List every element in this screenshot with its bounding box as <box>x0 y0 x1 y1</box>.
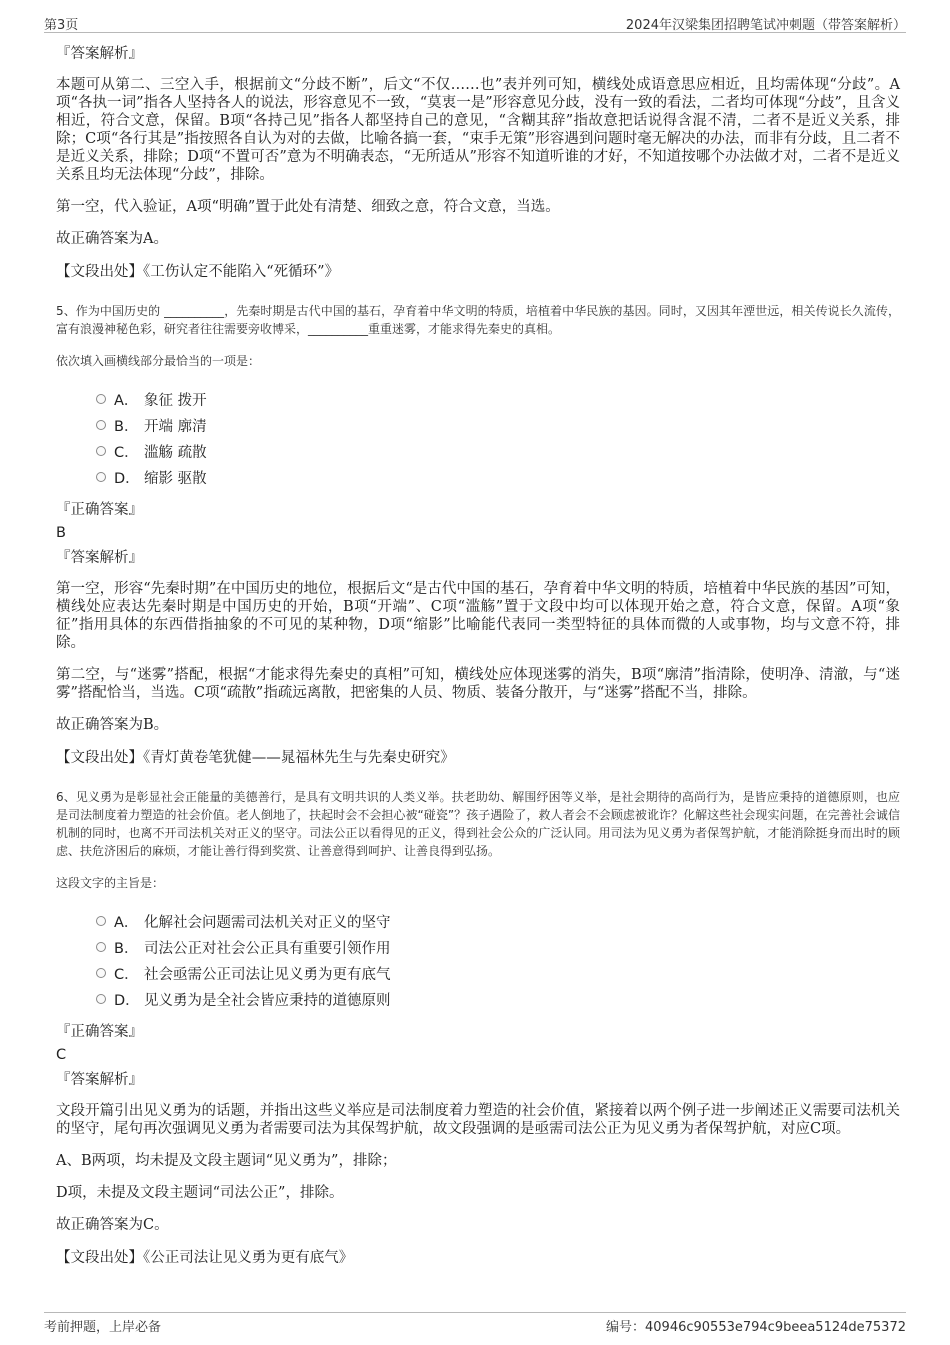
footer-slogan: 考前押题，上岸必备 <box>44 1320 162 1335</box>
page-content <box>56 44 900 1288</box>
option-c[interactable] <box>96 438 900 464</box>
option-text: 滥觞 疏散 <box>144 444 207 461</box>
option-d[interactable] <box>96 986 900 1012</box>
radio-icon[interactable] <box>96 446 106 456</box>
radio-icon[interactable] <box>96 420 106 430</box>
answer-analysis-text: D项，未提及文段主题词“司法公正”，排除。 <box>56 1185 344 1201</box>
question-5-prompt: 依次填入画横线部分最恰当的一项是： <box>56 354 261 368</box>
answer-analysis-label: 『答案解析』 <box>56 1072 143 1088</box>
question-5-text: 5、作为中国历史的 __________，先秦时期是古代中国的基石，孕育着中华文明的特质，培植着中华民族的基因。同时，又因其年湮世远，相关传说长久流传，富有浪漫神秘色彩，研究者往往需要旁收博采，__________重重迷雾，才能求得先秦史的真相。 <box>56 304 900 336</box>
option-d[interactable] <box>96 464 900 490</box>
answer-analysis-text: A、B两项，均未提及文段主题词“见义勇为”，排除； <box>56 1153 397 1169</box>
document-title: 2024年汉梁集团招聘笔试冲刺题（带答案解析） <box>625 18 906 33</box>
answer-analysis-label: 『答案解析』 <box>56 46 143 62</box>
option-text: 开端 廓清 <box>144 418 207 435</box>
option-a[interactable] <box>96 908 900 934</box>
question-5-options <box>96 386 900 490</box>
option-letter: A． <box>114 914 139 931</box>
radio-icon[interactable] <box>96 394 106 404</box>
radio-icon[interactable] <box>96 916 106 926</box>
option-b[interactable] <box>96 412 900 438</box>
correct-answer: B <box>56 525 66 541</box>
radio-icon[interactable] <box>96 968 106 978</box>
option-letter: D． <box>114 470 140 487</box>
option-text: 司法公正对社会公正具有重要引领作用 <box>144 940 391 957</box>
answer-conclusion: 故正确答案为C。 <box>56 1217 169 1233</box>
correct-answer: C <box>56 1047 67 1063</box>
correct-answer-label: 『正确答案』 <box>56 1024 143 1040</box>
answer-conclusion: 故正确答案为A。 <box>56 231 168 247</box>
option-letter: A． <box>114 392 139 409</box>
option-text: 见义勇为是全社会皆应秉持的道德原则 <box>144 992 391 1009</box>
page-footer <box>44 1312 906 1333</box>
page-header <box>44 12 906 33</box>
question-6-options <box>96 908 900 1012</box>
answer-analysis-text: 本题可从第二、三空入手，根据前文“分歧不断”，后文“不仅……也”表并列可知，横线处成语意思应相近，且均需体现“分歧”。A项“各执一词”指各人坚持各人的说法，形容意见不一致，“莫衷一是”形容意见分歧，没有一致的看法，二者均可体现“分歧”，且含义相近，符合文意，保留。B项“各持己见”指各人都坚持自己的意见，“含糊其辞”指故意把话说得含混不清，二者不是近义关系，排除；C项“各行其是”指按照各自认为对的去做，比喻各搞一套，“束手无策”形容遇到问题时毫无解决的办法，而非有分歧，且二者不是近义关系，排除；D项“不置可否”意为不明确表态，“无所适从”形容不知道听谁的才好，不知道按哪个办法做才对，二者不是近义关系且均无法体现“分歧”，排除。 <box>56 77 900 183</box>
option-b[interactable] <box>96 934 900 960</box>
answer-analysis-text: 文段开篇引出见义勇为的话题，并指出这些义举应是司法制度着力塑造的社会价值，紧接着以两个例子进一步阐述正义需要司法机关的坚守，尾句再次强调见义勇为者需要司法为其保驾护航，故文段强调的是亟需司法公正为见义勇为者保驾护航，对应C项。 <box>56 1103 900 1137</box>
answer-analysis-text: 第一空，代入验证，A项“明确”置于此处有清楚、细致之意，符合文意，当选。 <box>56 199 560 215</box>
option-c[interactable] <box>96 960 900 986</box>
option-text: 象征 拨开 <box>144 392 207 409</box>
option-text: 化解社会问题需司法机关对正义的坚守 <box>144 914 391 931</box>
passage-source: 【文段出处】《工伤认定不能陷入“死循环”》 <box>56 264 340 280</box>
radio-icon[interactable] <box>96 472 106 482</box>
answer-conclusion: 故正确答案为B。 <box>56 717 169 733</box>
option-letter: B． <box>114 418 139 435</box>
option-text: 社会亟需公正司法让见义勇为更有底气 <box>144 966 391 983</box>
question-6-text: 6、见义勇为是彰显社会正能量的美德善行，是具有文明共识的人类义举。扶老助幼、解围纾困等义举，是社会期待的高尚行为，是皆应秉持的道德原则，也应是司法制度着力塑造的社会价值。老人倒地了，扶起时会不会担心被“碰瓷”？孩子遇险了，救人者会不会顾虑被讹诈？化解这些社会现实问题，在完善社会诚信机制的同时，也离不开司法机关对正义的坚守。司法公正以看得见的正义，得到社会公众的广泛认同。用司法为见义勇为者保驾护航，才能消除挺身而出时的顾虑、扶危济困后的麻烦，才能让善行得到奖赏、让善意得到呵护、让善良得到弘扬。 <box>56 790 900 858</box>
radio-icon[interactable] <box>96 994 106 1004</box>
answer-analysis-text: 第一空，形容“先秦时期”在中国历史的地位，根据后文“是古代中国的基石，孕育着中华文明的特质，培植着中华民族的基因”可知，横线处应表达先秦时期是中国历史的开始，B项“开端”、C项“滥觞”置于文段中均可以体现开始之意，符合文意，保留。A项“象征”指用具体的东西借指抽象的不可见的某种物，D项“缩影”比喻能代表同一类型特征的具体而微的人或事物，均与文意不符，排除。 <box>56 581 900 651</box>
question-6-prompt: 这段文字的主旨是： <box>56 876 165 890</box>
answer-analysis-text: 第二空，与“迷雾”搭配，根据“才能求得先秦史的真相”可知，横线处应体现迷雾的消失，B项“廓清”指清除，使明净、清澈，与“迷雾”搭配恰当，当选。C项“疏散”指疏远离散，把密集的人员、物质、装备分散开，与“迷雾”搭配不当，排除。 <box>56 667 900 701</box>
correct-answer-label: 『正确答案』 <box>56 502 143 518</box>
passage-source: 【文段出处】《青灯黄卷笔犹健——晁福林先生与先秦史研究》 <box>56 750 455 766</box>
answer-analysis-label: 『答案解析』 <box>56 550 143 566</box>
option-letter: B． <box>114 940 139 957</box>
radio-icon[interactable] <box>96 942 106 952</box>
document-serial: 编号：40946c90553e794c9beea5124de75372 <box>606 1320 906 1335</box>
option-letter: D． <box>114 992 140 1009</box>
option-text: 缩影 驱散 <box>144 470 207 487</box>
page-number: 第3页 <box>44 18 79 33</box>
passage-source: 【文段出处】《公正司法让见义勇为更有底气》 <box>56 1250 354 1266</box>
option-a[interactable] <box>96 386 900 412</box>
option-letter: C． <box>114 444 139 461</box>
option-letter: C． <box>114 966 139 983</box>
